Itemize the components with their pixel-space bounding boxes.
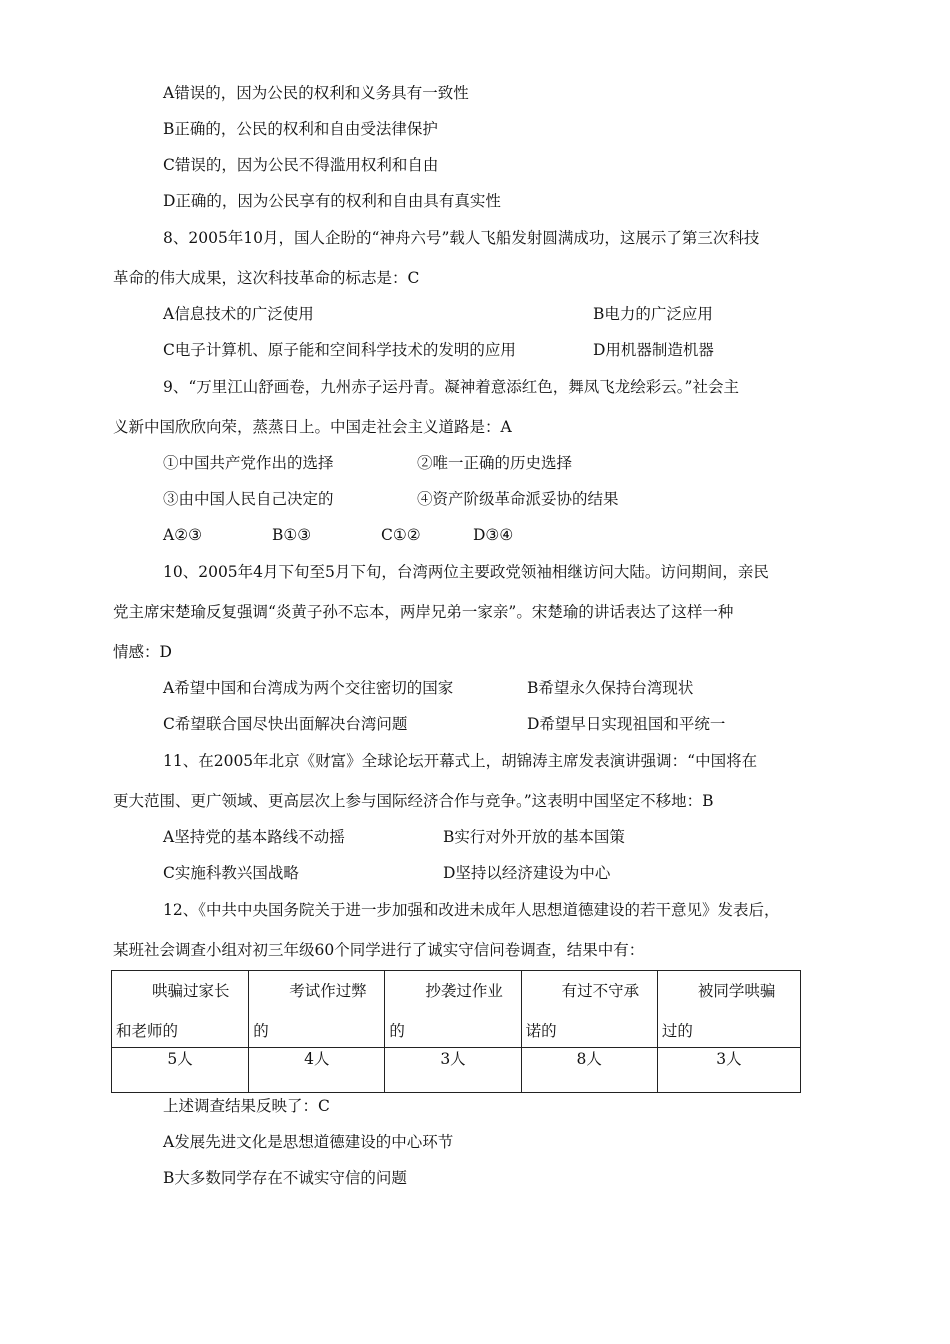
q10-option-d: D希望早日实现祖国和平统一 — [527, 715, 726, 733]
survey-header-line1: 被同学哄骗 — [697, 982, 776, 1000]
survey-header-line2: 的 — [253, 1022, 269, 1040]
q11-stem-line2: 更大范围、更广领域、更高层次上参与国际经济合作与竞争。”这表明中国坚定不移地：B — [113, 792, 714, 810]
q9-item-3: ③由中国人民自己决定的 — [163, 490, 334, 508]
q9-item-1: ①中国共产党作出的选择 — [163, 454, 334, 472]
survey-header-line2: 的 — [389, 1022, 405, 1040]
q7-option-c: C错误的，因为公民不得滥用权利和自由 — [163, 156, 439, 174]
q11-option-c: C实施科教兴国战略 — [163, 864, 299, 882]
survey-header-line1: 考试作过弊 — [289, 982, 367, 1000]
q11-option-a: A坚持党的基本路线不动摇 — [163, 828, 345, 846]
q9-item-4: ④资产阶级革命派妥协的结果 — [417, 490, 619, 508]
q8-stem-line2: 革命的伟大成果，这次科技革命的标志是：C — [113, 269, 420, 287]
q10-stem-line1: 10、2005年4月下旬至5月下旬，台湾两位主要政党领袖相继访问大陆。访问期间，亲民 — [163, 563, 769, 581]
q7-option-a: A错误的，因为公民的权利和义务具有一致性 — [163, 84, 469, 102]
survey-value-cell: 3人 — [385, 1048, 521, 1093]
survey-header-line2: 过的 — [661, 1022, 693, 1040]
q9-stem-line1: 9、“万里江山舒画卷，九州赤子运丹青。凝神着意添红色，舞凤飞龙绘彩云。”社会主 — [163, 378, 739, 396]
q12-stem-line1: 12、《中共中央国务院关于进一步加强和改进未成年人思想道德建设的若干意见》发表后， — [163, 901, 780, 919]
survey-header-line2: 和老师的 — [116, 1022, 179, 1040]
survey-header-cell — [112, 971, 249, 1048]
survey-value-cell: 4人 — [249, 1048, 385, 1093]
q10-stem-line2: 党主席宋楚瑜反复强调“炎黄子孙不忘本，两岸兄弟一家亲”。宋楚瑜的讲话表达了这样一种 — [113, 603, 734, 621]
q8-option-d: D用机器制造机器 — [593, 341, 714, 359]
survey-value-cell: 5人 — [112, 1048, 249, 1093]
q8-option-b: B电力的广泛应用 — [593, 305, 713, 323]
survey-header-row — [112, 971, 801, 1048]
q11-option-b: B实行对外开放的基本国策 — [443, 828, 625, 846]
q12-after-table: 上述调查结果反映了：C — [163, 1097, 330, 1115]
q10-option-c: C希望联合国尽快出面解决台湾问题 — [163, 715, 408, 733]
q11-option-d: D坚持以经济建设为中心 — [443, 864, 611, 882]
survey-header-cell — [657, 971, 800, 1048]
q12-option-b: B大多数同学存在不诚实守信的问题 — [163, 1169, 407, 1187]
survey-header-cell — [249, 971, 385, 1048]
survey-header-line2: 诺的 — [525, 1022, 557, 1040]
q8-stem-line1: 8、2005年10月，国人企盼的“神舟六号”载人飞船发射圆满成功，这展示了第三次科技 — [163, 229, 760, 247]
q12-stem-line2: 某班社会调查小组对初三年级60个同学进行了诚实守信问卷调查，结果中有： — [113, 941, 645, 959]
q7-option-b: B正确的，公民的权利和自由受法律保护 — [163, 120, 438, 138]
survey-value-cell: 8人 — [521, 1048, 657, 1093]
survey-header-line1: 抄袭过作业 — [425, 982, 503, 1000]
survey-header-cell — [385, 971, 521, 1048]
q8-option-c: C电子计算机、原子能和空间科学技术的发明的应用 — [163, 341, 516, 359]
survey-table — [111, 970, 801, 1093]
q7-option-d: D正确的，因为公民享有的权利和自由具有真实性 — [163, 192, 501, 210]
survey-value-row — [112, 1048, 801, 1093]
q9-option-b: B①③ — [272, 526, 312, 544]
q10-stem-line3: 情感：D — [113, 643, 172, 661]
q11-stem-line1: 11、在2005年北京《财富》全球论坛开幕式上，胡锦涛主席发表演讲强调：“中国将在 — [163, 752, 758, 770]
q10-option-b: B希望永久保持台湾现状 — [527, 679, 694, 697]
q9-option-c: C①② — [381, 526, 421, 544]
survey-value-cell: 3人 — [657, 1048, 800, 1093]
q12-option-a: A发展先进文化是思想道德建设的中心环节 — [163, 1133, 454, 1151]
survey-header-line1: 有过不守承 — [561, 982, 640, 1000]
q9-option-d: D③④ — [473, 526, 514, 544]
survey-header-line1: 哄骗过家长 — [152, 982, 230, 1000]
survey-header-cell — [521, 971, 657, 1048]
q9-stem-line2: 义新中国欣欣向荣，蒸蒸日上。中国走社会主义道路是：A — [113, 418, 512, 436]
q9-item-2: ②唯一正确的历史选择 — [417, 454, 573, 472]
q9-option-a: A②③ — [163, 526, 202, 544]
q8-option-a: A信息技术的广泛使用 — [163, 305, 314, 323]
q10-option-a: A希望中国和台湾成为两个交往密切的国家 — [163, 679, 454, 697]
